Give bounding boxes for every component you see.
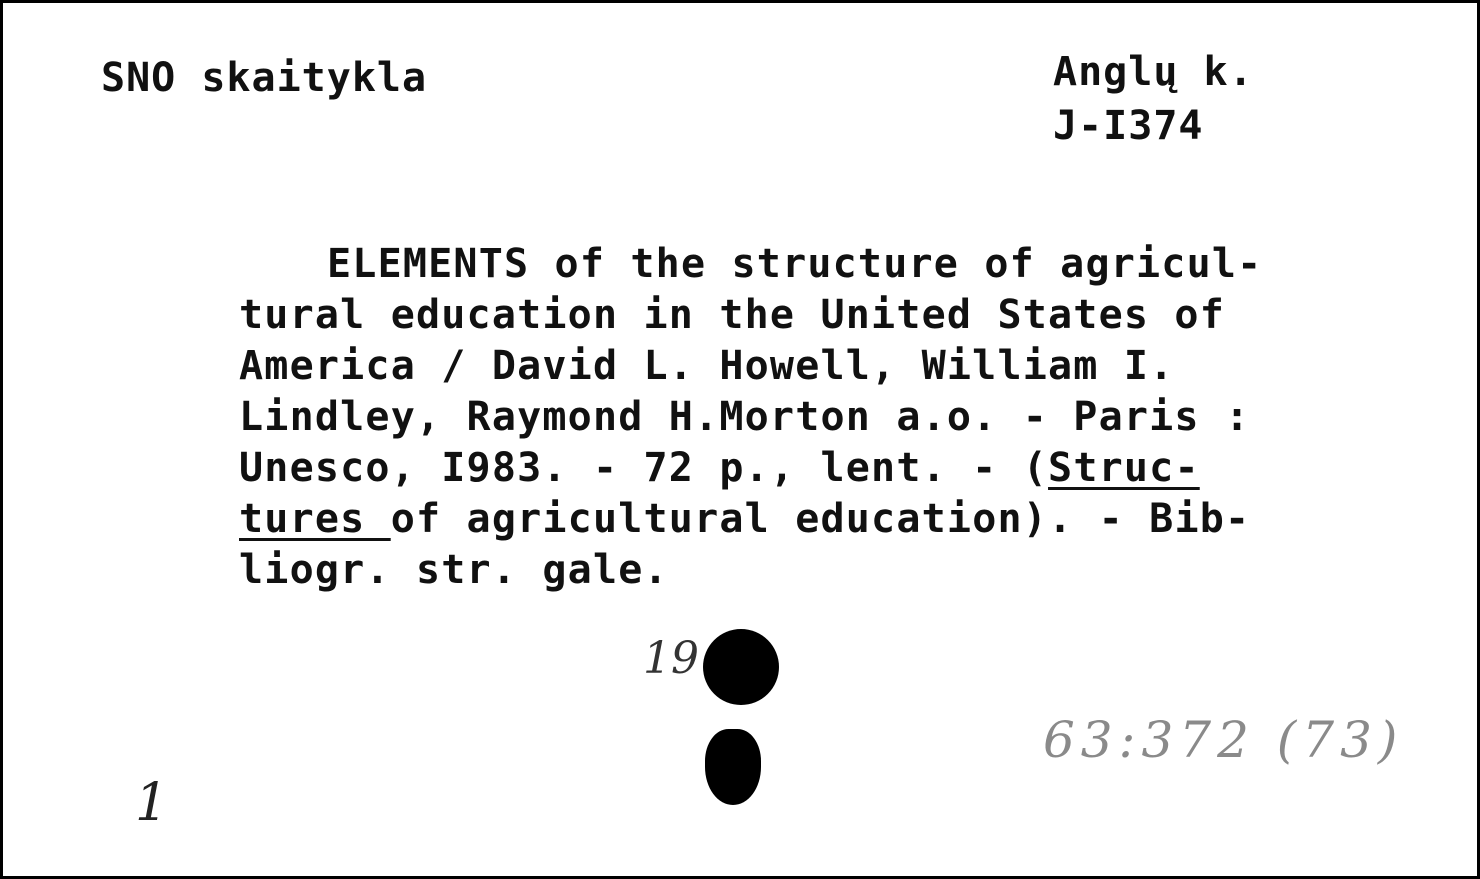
bibliographic-entry — [239, 239, 1469, 596]
entry-line-3: America / David L. Howell, William I. — [239, 343, 1175, 389]
language-label: Anglų k. — [1053, 49, 1254, 95]
entry-line-4: Lindley, Raymond H.Morton a.o. - Paris : — [239, 394, 1251, 440]
handwritten-number-near-hole: 19 — [643, 633, 699, 684]
punch-hole-top — [703, 629, 779, 705]
call-number: J-I374 — [1053, 103, 1204, 149]
series-title-part-2: tures — [239, 496, 391, 542]
library-name: SNO skaitykla — [101, 55, 428, 101]
punch-hole-bottom — [705, 729, 761, 805]
entry-line-7: liogr. str. gale. — [239, 547, 669, 593]
entry-line-5 — [239, 443, 1469, 494]
entry-line-6-end: of agricultural education). - Bib- — [390, 496, 1251, 542]
entry-line-2: tural education in the United States of — [239, 292, 1225, 338]
entry-line-1: ELEMENTS of the structure of agricul- — [327, 241, 1263, 287]
handwritten-classification: 63:372 (73) — [1043, 711, 1404, 769]
handwritten-number-left: 1 — [135, 773, 169, 833]
series-title-part-1: Struc- — [1048, 445, 1200, 491]
entry-line-6 — [239, 494, 1469, 545]
entry-line-5-start: Unesco, I983. - 72 p., lent. - ( — [239, 445, 1049, 491]
